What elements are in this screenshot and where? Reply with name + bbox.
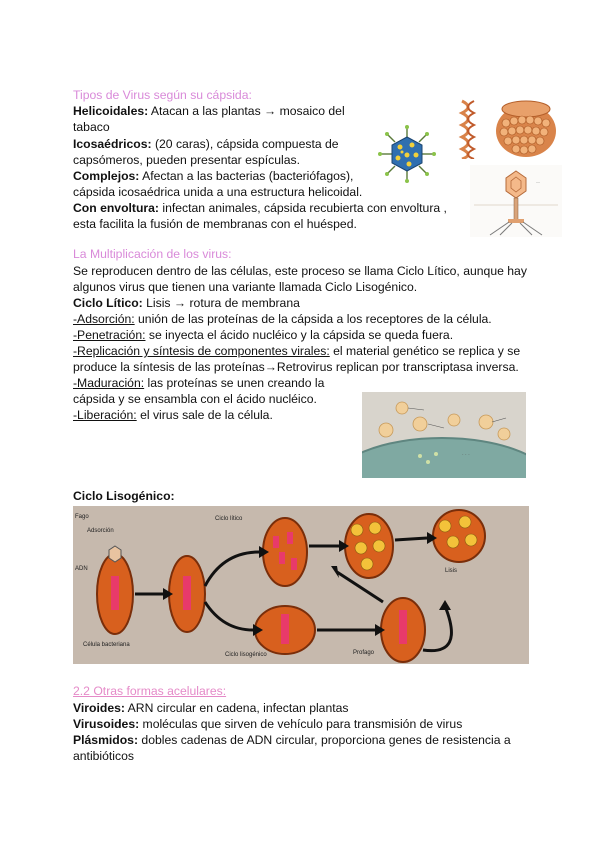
label-celula: Célula bacteriana bbox=[83, 642, 130, 648]
envoltura-line-1 bbox=[73, 200, 447, 216]
section-title-multiplicacion: La Multiplicación de los virus: bbox=[73, 247, 232, 261]
multiplicacion-intro-line-1: Se reproducen dentro de las células, este proceso se llama Ciclo Lítico, aunque hay bbox=[73, 264, 527, 278]
viroides-text: ARN circular en cadena, infectan plantas bbox=[124, 701, 349, 715]
icosaedricos-text: (20 caras), cápsida compuesta de bbox=[151, 137, 339, 151]
lysogenic-cycle-diagram bbox=[73, 506, 529, 664]
icosaedricos-line-2: capsómeros, pueden presentar espículas. bbox=[73, 153, 300, 167]
envoltura-text: infectan animales, cápsida recubierta con envoltura , bbox=[159, 201, 447, 215]
label-ciclo-litico: Ciclo lítico bbox=[215, 516, 243, 522]
viroides-line bbox=[73, 700, 349, 716]
helical-capsid-figure bbox=[456, 97, 560, 159]
label-adn: ADN bbox=[75, 566, 88, 572]
adsorcion-text: unión de las proteínas de la cápsida a los receptores de la célula. bbox=[134, 312, 492, 326]
icosaedricos-line-1 bbox=[73, 136, 339, 152]
section-title-otras-formas: 2.2 Otras formas acelulares: bbox=[73, 684, 227, 698]
section-title-tipos-virus: Tipos de Virus según su cápsida: bbox=[73, 88, 252, 102]
complejos-line-1 bbox=[73, 168, 353, 184]
liberacion-term: -Liberación: bbox=[73, 408, 137, 422]
helicoidales-line-2: tabaco bbox=[73, 120, 110, 134]
ciclo-litico-term: Ciclo Lítico: bbox=[73, 296, 143, 310]
helicoidales-term: Helicoidales: bbox=[73, 104, 149, 118]
replicacion-text: el material genético se replica y se bbox=[329, 344, 521, 358]
penetracion-term: -Penetración: bbox=[73, 328, 146, 342]
complejos-line-2: cápsida icosaédrica unida a una estructura helicoidal. bbox=[73, 185, 363, 199]
svg-text:· · ·: · · · bbox=[462, 452, 470, 458]
ciclo-lisogenico-title: Ciclo Lisogénico: bbox=[73, 489, 175, 503]
label-ciclo-lisogenico: Ciclo lisogénico bbox=[225, 652, 267, 658]
icosaedricos-term: Icosaédricos: bbox=[73, 137, 152, 151]
ciclo-litico-line bbox=[73, 295, 300, 311]
maduracion-text: las proteínas se unen creando la bbox=[144, 376, 325, 390]
penetracion-text: se inyecta el ácido nucléico y la cápsida se queda fuera. bbox=[145, 328, 454, 342]
replicacion-term: -Replicación y síntesis de componentes virales: bbox=[73, 344, 330, 358]
svg-text:—: — bbox=[536, 179, 540, 184]
maduracion-line-2: cápsida y se ensambla con el ácido nucléico. bbox=[73, 392, 317, 406]
multiplicacion-intro-line-2: algunos virus que tienen una variante llamada Ciclo Lisogénico. bbox=[73, 280, 418, 294]
virusoides-text: moléculas que sirven de vehículo para transmisión de virus bbox=[139, 717, 463, 731]
maduracion-line-1 bbox=[73, 375, 324, 391]
ciclo-litico-text: Lisis → rotura de membrana bbox=[142, 296, 300, 310]
label-lisis: Lisis bbox=[445, 568, 458, 574]
penetracion-line bbox=[73, 327, 453, 343]
replicacion-line-1 bbox=[73, 343, 520, 359]
plasmidos-line-2: antibióticos bbox=[73, 749, 134, 763]
adsorcion-line bbox=[73, 311, 492, 327]
plasmidos-term: Plásmidos: bbox=[73, 733, 139, 747]
liberacion-text: el virus sale de la célula. bbox=[136, 408, 273, 422]
adsorcion-term: -Adsorción: bbox=[73, 312, 135, 326]
label-fago: Fago bbox=[75, 514, 89, 520]
envoltura-line-2: esta facilita la fusión de membranas con el huésped. bbox=[73, 217, 357, 231]
lytic-cycle-figure bbox=[362, 392, 526, 478]
viroides-term: Viroides: bbox=[73, 701, 125, 715]
replicacion-line-2: produce la síntesis de las proteínas→Retrovirus replican por transcriptasa inversa. bbox=[73, 360, 519, 374]
complejos-term: Complejos: bbox=[73, 169, 140, 183]
virusoides-line bbox=[73, 716, 462, 732]
helicoidales-text: Atacan a las plantas → mosaico del bbox=[148, 104, 345, 118]
maduracion-term: -Maduración: bbox=[73, 376, 145, 390]
envoltura-term: Con envoltura: bbox=[73, 201, 159, 215]
bacteriophage-figure bbox=[470, 165, 562, 237]
virusoides-term: Virusoides: bbox=[73, 717, 140, 731]
plasmidos-text: dobles cadenas de ADN circular, proporciona genes de resistencia a bbox=[138, 733, 511, 747]
icosahedral-virus-figure bbox=[378, 125, 436, 183]
label-adsorcion: Adsorción bbox=[87, 528, 114, 534]
helicoidales-line-1 bbox=[73, 103, 345, 119]
liberacion-line bbox=[73, 407, 273, 423]
complejos-text: Afectan a las bacterias (bacteriófagos), bbox=[139, 169, 354, 183]
label-profago: Profago bbox=[353, 650, 375, 656]
plasmidos-line-1 bbox=[73, 732, 511, 748]
